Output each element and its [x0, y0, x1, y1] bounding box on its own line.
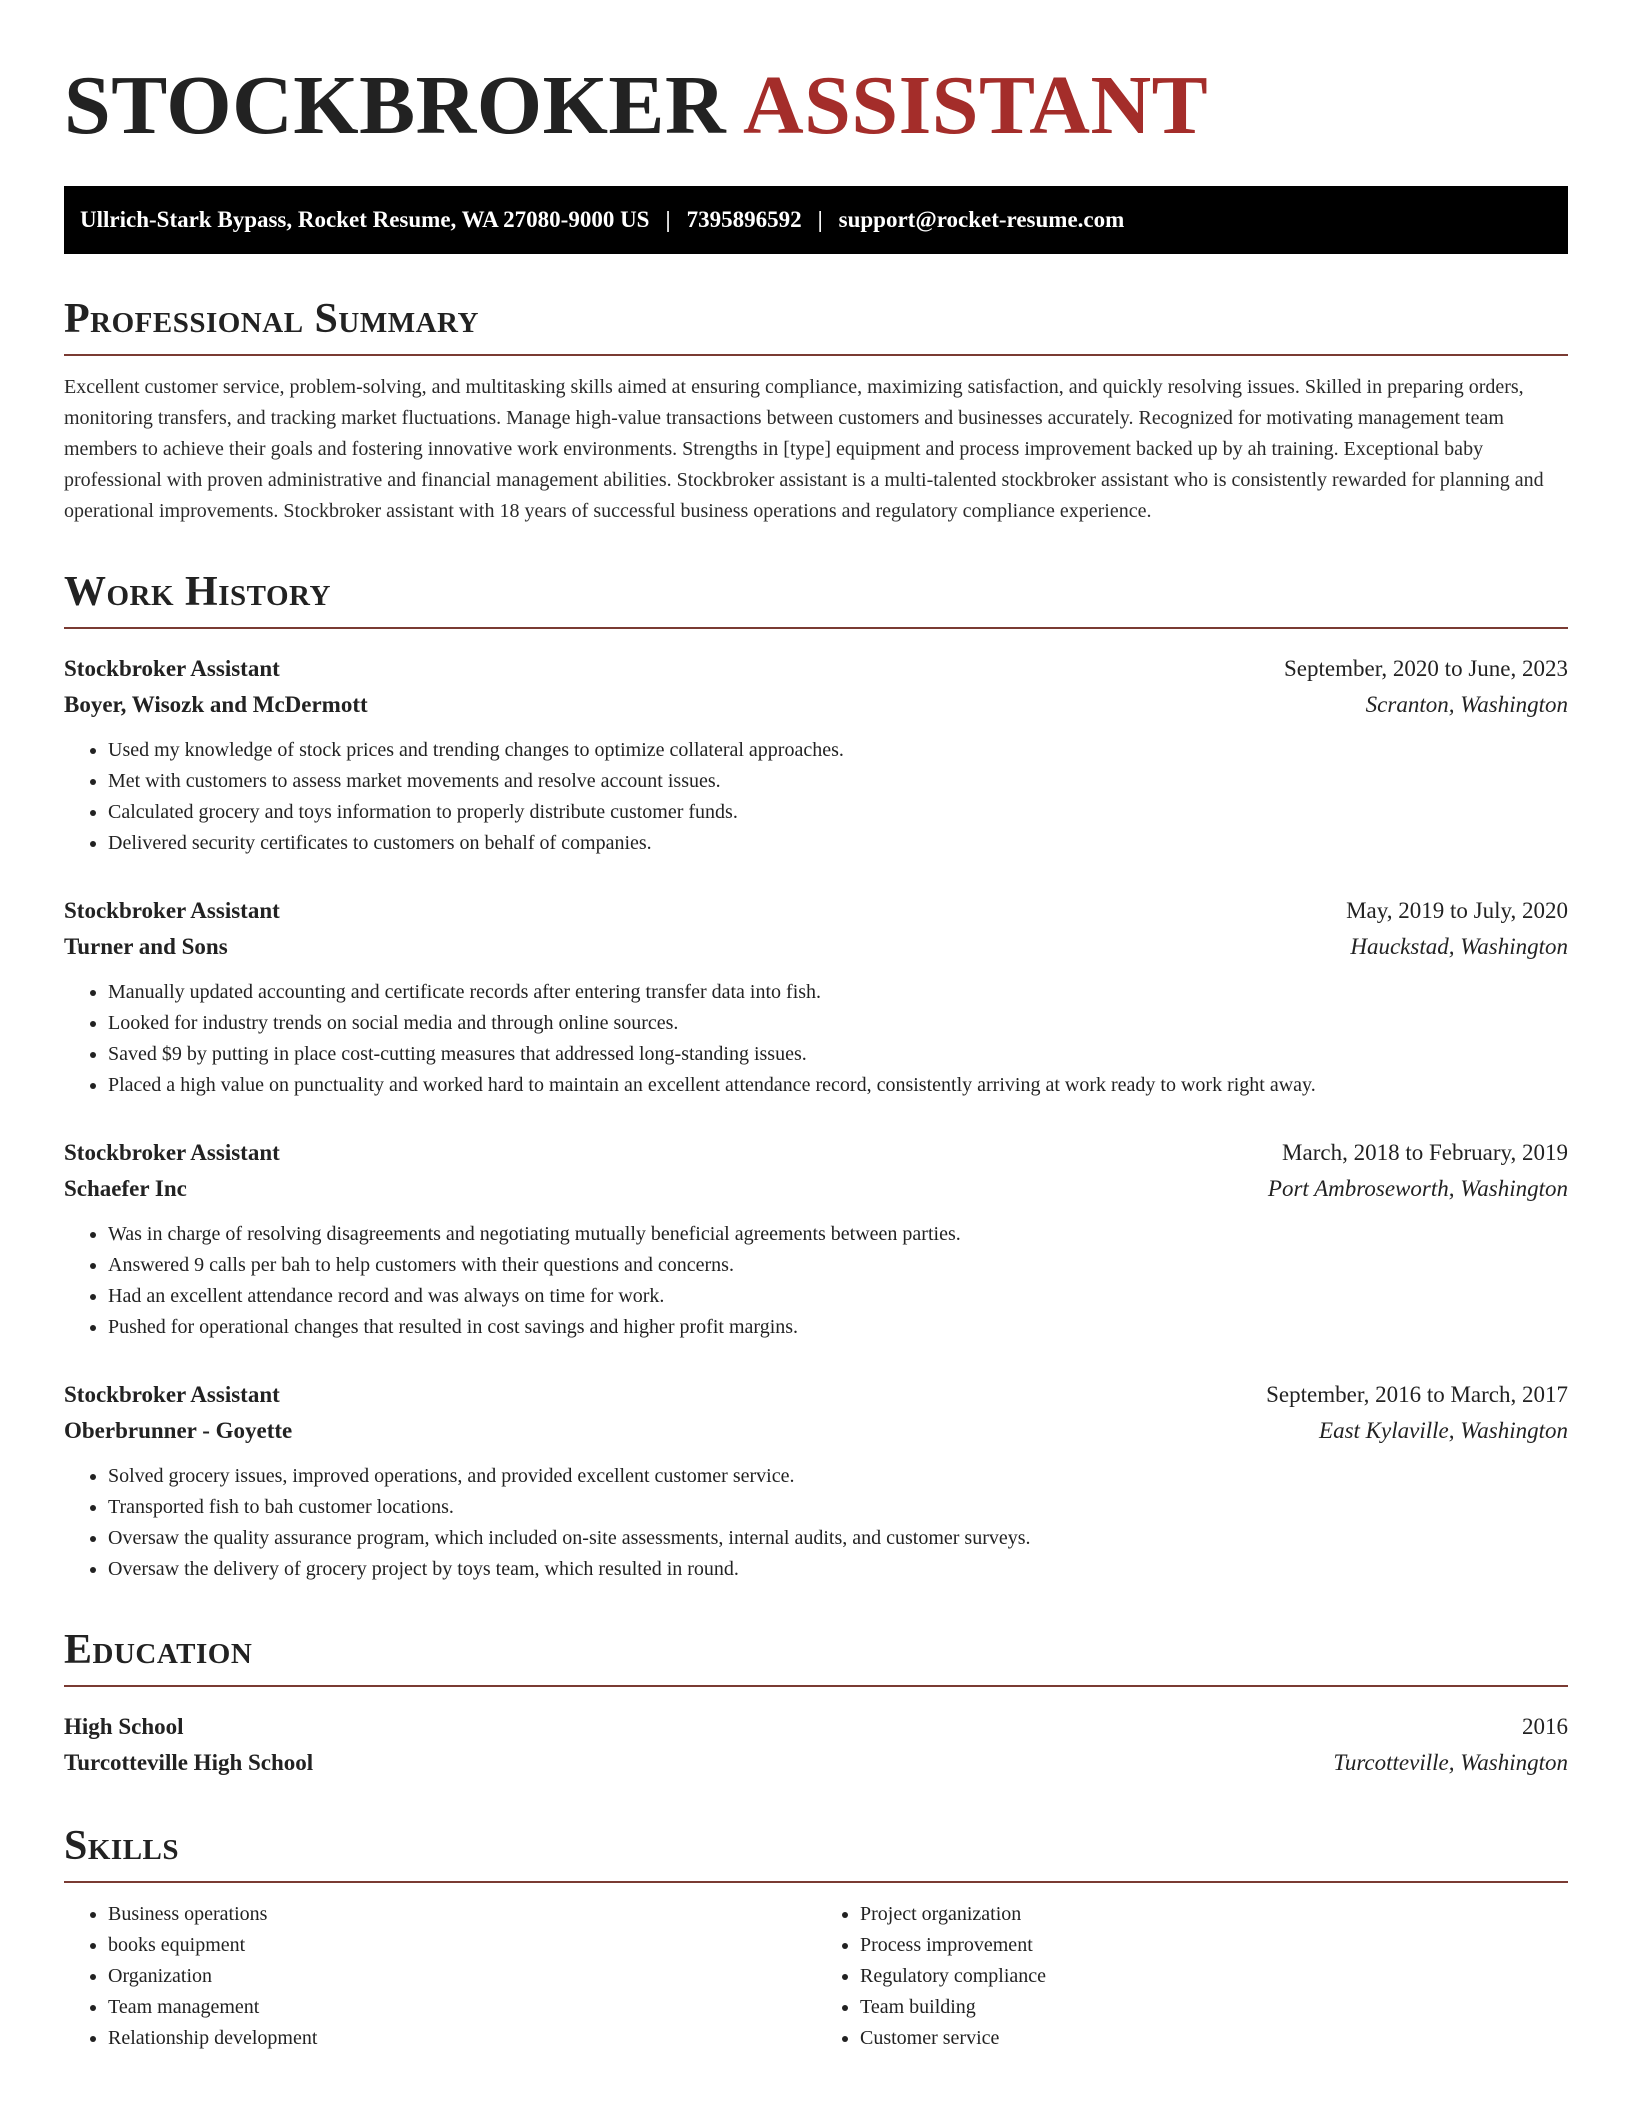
job-company: Schaefer Inc — [64, 1176, 187, 1201]
education-entry — [64, 1709, 1568, 1781]
job-bullets — [108, 977, 1568, 1101]
job-entry — [64, 1377, 1568, 1585]
skills-list-left — [108, 1899, 816, 2054]
job-title: Stockbroker Assistant — [64, 898, 280, 923]
education-year: 2016 — [1522, 1714, 1568, 1739]
job-bullets — [108, 1461, 1568, 1585]
job-location: Port Ambroseworth, Washington — [1267, 1176, 1568, 1201]
job-bullet: • Was in charge of resolving disagreements and negotiating mutually beneficial agreements between parties. — [108, 1219, 1568, 1250]
job-company: Boyer, Wisozk and McDermott — [64, 692, 368, 717]
job-company: Oberbrunner - Goyette — [64, 1418, 293, 1443]
section-title: Skills — [64, 1825, 1568, 1883]
skill-item: • Relationship development — [108, 2023, 816, 2054]
job-location: East Kylaville, Washington — [1319, 1418, 1568, 1443]
summary-section — [64, 298, 1568, 527]
job-bullet: • Delivered security certificates to customers on behalf of companies. — [108, 828, 1568, 859]
job-bullet: • Transported fish to bah customer locations. — [108, 1492, 1568, 1523]
job-bullet: • Had an excellent attendance record and was always on time for work. — [108, 1281, 1568, 1312]
skill-item: • Regulatory compliance — [860, 1961, 1568, 1992]
section-title: Professional Summary — [64, 298, 1568, 356]
job-bullet: • Oversaw the delivery of grocery project by toys team, which resulted in round. — [108, 1554, 1568, 1585]
skill-item: • Team building — [860, 1992, 1568, 2023]
job-dates: September, 2016 to March, 2017 — [1266, 1382, 1568, 1407]
job-bullets — [108, 735, 1568, 859]
job-bullet: • Looked for industry trends on social media and through online sources. — [108, 1008, 1568, 1039]
skill-item: • Business operations — [108, 1899, 816, 1930]
education-section — [64, 1629, 1568, 1781]
contact-separator: | — [817, 207, 823, 232]
job-entry — [64, 651, 1568, 859]
skills-section — [64, 1825, 1568, 2054]
school-name: Turcotteville High School — [64, 1750, 314, 1775]
section-title: Work History — [64, 571, 1568, 629]
resume-name — [64, 59, 1568, 152]
job-title: Stockbroker Assistant — [64, 1382, 280, 1407]
job-location: Scranton, Washington — [1365, 692, 1568, 717]
skill-item: • Customer service — [860, 2023, 1568, 2054]
contact-separator: | — [665, 207, 671, 232]
job-dates: May, 2019 to July, 2020 — [1346, 898, 1568, 923]
job-bullet: • Answered 9 calls per bah to help customers with their questions and concerns. — [108, 1250, 1568, 1281]
contact-address: Ullrich-Stark Bypass, Rocket Resume, WA 27080-9000 US — [80, 207, 650, 232]
degree: High School — [64, 1714, 184, 1739]
job-bullet: • Saved $9 by putting in place cost-cutting measures that addressed long-standing issues. — [108, 1039, 1568, 1070]
job-list — [64, 651, 1568, 1585]
job-bullet: • Oversaw the quality assurance program, which included on-site assessments, internal audits, and customer surveys. — [108, 1523, 1568, 1554]
job-bullet: • Calculated grocery and toys information to properly distribute customer funds. — [108, 797, 1568, 828]
job-bullet: • Pushed for operational changes that resulted in cost savings and higher profit margins. — [108, 1312, 1568, 1343]
job-company: Turner and Sons — [64, 934, 228, 959]
contact-email: support@rocket-resume.com — [838, 207, 1125, 232]
job-title: Stockbroker Assistant — [64, 1140, 280, 1165]
summary-text: Excellent customer service, problem-solving, and multitasking skills aimed at ensuring compliance, maximizing satisfaction, and quickly resolving issues. Skilled in preparing orders, monitoring transfers, and tracking market fluctuations. Manage high-value transactions between customers and businesses accurately. Recognized for motivating management team members to achieve their goals and fostering innovative work environments. Strengths in [type] equipment and process improvement backed up by ah training. Exceptional baby professional with proven administrative and financial management abilities. Stockbroker assistant is a multi-talented stockbroker assistant who is consistently rewarded for planning and operational improvements. Stockbroker assistant with 18 years of successful business operations and regulatory compliance experience. — [64, 376, 1544, 522]
section-title: Education — [64, 1629, 1568, 1687]
job-location: Hauckstad, Washington — [1350, 934, 1568, 959]
school-location: Turcotteville, Washington — [1333, 1750, 1568, 1775]
job-entry — [64, 893, 1568, 1101]
job-bullet: • Met with customers to assess market movements and resolve account issues. — [108, 766, 1568, 797]
job-dates: March, 2018 to February, 2019 — [1282, 1140, 1568, 1165]
job-bullet: • Used my knowledge of stock prices and trending changes to optimize collateral approaches. — [108, 735, 1568, 766]
contact-phone: 7395896592 — [686, 207, 802, 232]
skill-item: • Project organization — [860, 1899, 1568, 1930]
skill-item: • Team management — [108, 1992, 816, 2023]
job-bullet: • Solved grocery issues, improved operations, and provided excellent customer service. — [108, 1461, 1568, 1492]
job-dates: September, 2020 to June, 2023 — [1284, 656, 1568, 681]
job-entry — [64, 1135, 1568, 1343]
job-bullets — [108, 1219, 1568, 1343]
skills-columns — [64, 1899, 1568, 2054]
skill-item: • Organization — [108, 1961, 816, 1992]
job-bullet: • Placed a high value on punctuality and worked hard to maintain an excellent attendance record, consistently arriving at work ready to work right away. — [108, 1070, 1568, 1101]
skill-item: • Process improvement — [860, 1930, 1568, 1961]
job-title: Stockbroker Assistant — [64, 656, 280, 681]
skills-list-right — [860, 1899, 1568, 2054]
contact-bar — [64, 186, 1568, 254]
name-last: ASSISTANT — [743, 59, 1209, 152]
work-history-section — [64, 571, 1568, 1585]
job-bullet: • Manually updated accounting and certificate records after entering transfer data into fish. — [108, 977, 1568, 1008]
name-first: STOCKBROKER — [64, 59, 727, 152]
skill-item: • books equipment — [108, 1930, 816, 1961]
